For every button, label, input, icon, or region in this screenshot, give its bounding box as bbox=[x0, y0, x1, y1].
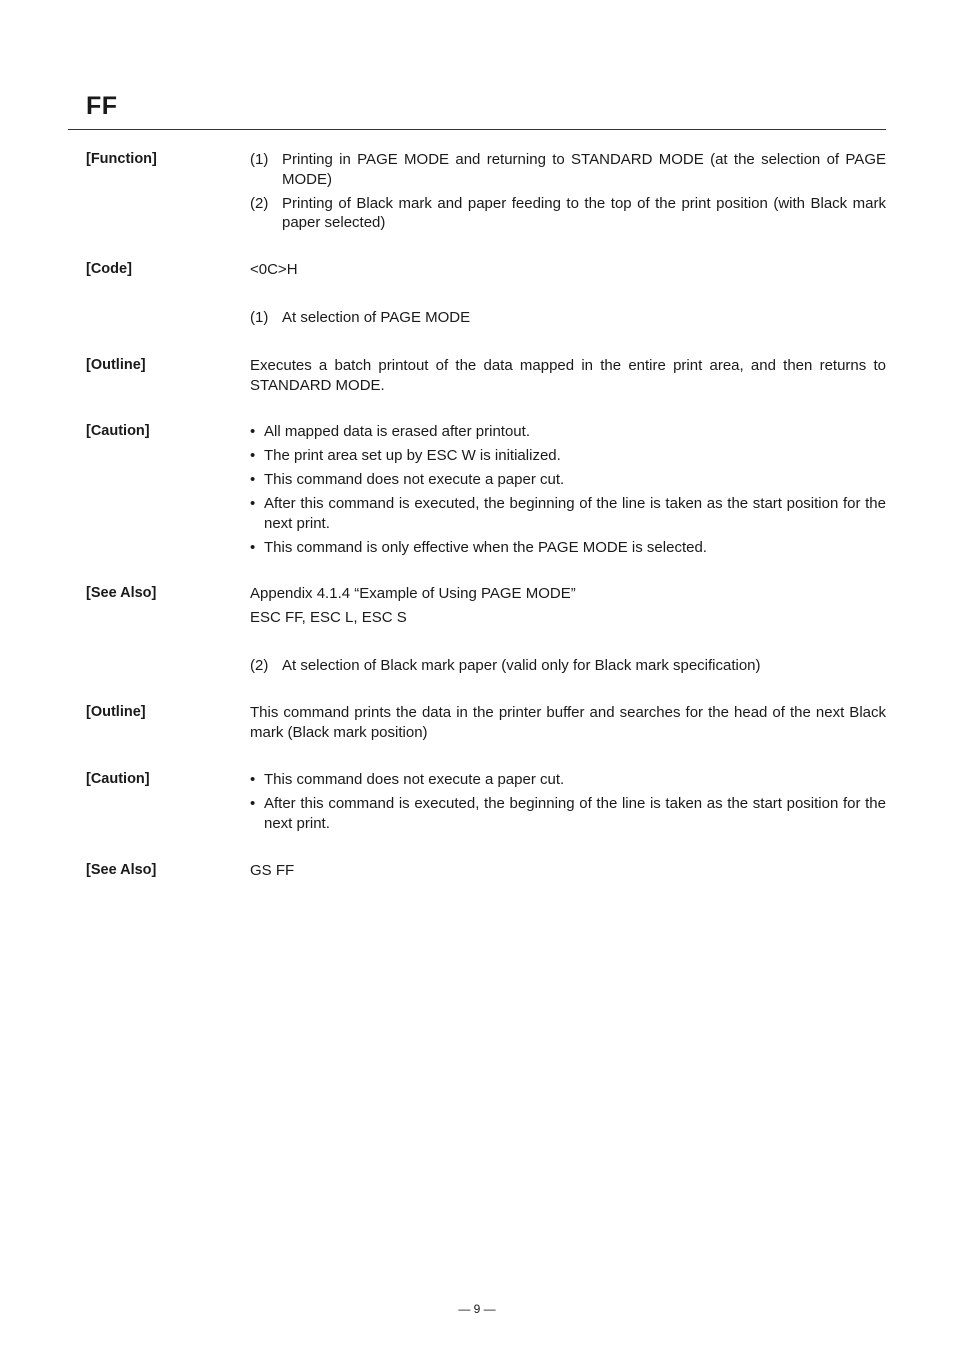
function-item-text: Printing of Black mark and paper feeding to the top of the print position (with Black mark paper selected) bbox=[282, 194, 886, 231]
page-title: FF bbox=[86, 92, 118, 120]
function-item-text: Printing in PAGE MODE and returning to STANDARD MODE (at the selection of PAGE MODE) bbox=[282, 151, 886, 188]
function-item bbox=[250, 150, 886, 189]
function-item-number: (1) bbox=[250, 151, 269, 168]
section2-caution-list bbox=[250, 770, 886, 838]
page-number: — 9 — bbox=[458, 1302, 496, 1316]
see-also-item: Appendix 4.1.4 “Example of Using PAGE MODE” bbox=[250, 585, 576, 602]
caution-item: • This command does not execute a paper cut. bbox=[250, 770, 886, 790]
section1-outline-text: Executes a batch printout of the data mapped in the entire print area, and then returns to STANDARD MODE. bbox=[250, 357, 886, 394]
section2-number: (2) bbox=[250, 657, 269, 674]
function-item bbox=[250, 194, 886, 233]
section1-heading bbox=[250, 308, 886, 328]
section2-outline-label: [Outline] bbox=[86, 704, 146, 720]
section2-heading-text: At selection of Black mark paper (valid only for Black mark specification) bbox=[282, 657, 761, 674]
see-also-item: GS FF bbox=[250, 862, 295, 879]
title-divider bbox=[68, 129, 886, 130]
caution-item: • After this command is executed, the beginning of the line is taken as the start position for the next print. bbox=[250, 494, 886, 533]
caution-item: • All mapped data is erased after printout. bbox=[250, 422, 886, 442]
function-item-number: (2) bbox=[250, 194, 269, 212]
section2-see-also-label: [See Also] bbox=[86, 862, 157, 878]
section2-see-also bbox=[250, 861, 886, 881]
caution-item: • This command is only effective when the PAGE MODE is selected. bbox=[250, 538, 886, 558]
section1-outline-label: [Outline] bbox=[86, 357, 146, 373]
section2-outline-text: This command prints the data in the printer buffer and searches for the head of the next Black mark (Black mark position) bbox=[250, 704, 886, 741]
caution-item: • This command does not execute a paper cut. bbox=[250, 470, 886, 490]
section1-see-also bbox=[250, 584, 886, 628]
code-value: <0C>H bbox=[250, 261, 298, 278]
caution-item: • The print area set up by ESC W is initialized. bbox=[250, 446, 886, 466]
section1-see-also-label: [See Also] bbox=[86, 585, 157, 601]
section1-caution-list bbox=[250, 422, 886, 562]
section1-caution-label: [Caution] bbox=[86, 423, 150, 439]
section2-heading bbox=[250, 656, 886, 676]
code-label: [Code] bbox=[86, 261, 132, 277]
caution-item: • After this command is executed, the beginning of the line is taken as the start position for the next print. bbox=[250, 794, 886, 833]
function-label: [Function] bbox=[86, 151, 157, 167]
section2-caution-label: [Caution] bbox=[86, 771, 150, 787]
section1-heading-text: At selection of PAGE MODE bbox=[282, 309, 471, 326]
section1-number: (1) bbox=[250, 309, 269, 326]
function-list bbox=[250, 150, 886, 233]
see-also-item: ESC FF, ESC L, ESC S bbox=[250, 609, 407, 626]
